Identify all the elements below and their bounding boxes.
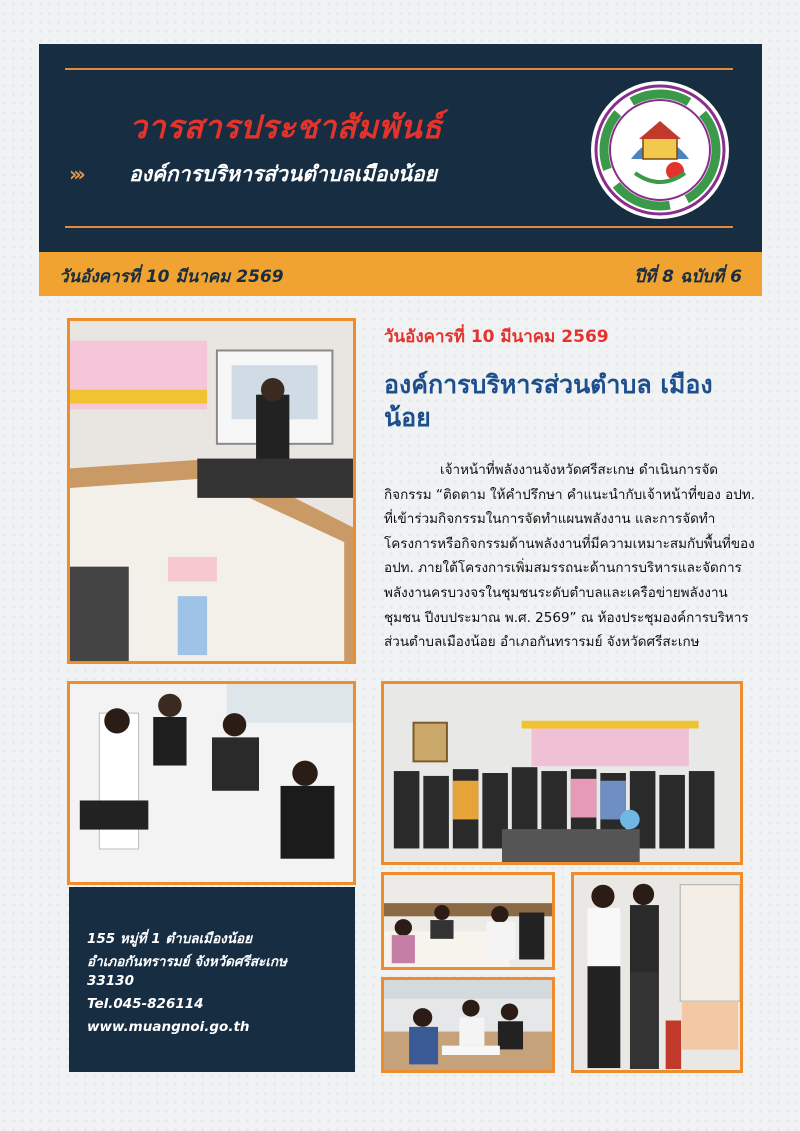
organization-name: องค์การบริหารส่วนตำบลเมืองน้อย [129,162,437,186]
article-paragraph: เจ้าหน้าที่พลังงานจังหวัดศรีสะเกษ ดำเนินการจัดกิจกรรม “ติดตาม ให้คำปรึกษา คำแนะนำกับเจ้าหน้าที่ของ อปท. ที่เข้าร่วมกิจกรรมในการจัดทำแผนพลังงาน และการจัดทำโครงการหรือกิจกรรมด้านพลังงานที่มีความเหมาะสมกับพื้นที่ของ อปท. ภายใต้โครงการเพิ่มสมรรถนะด้านการบริหารและจัดการพลังงานครบวงจรในชุมชนระดับตำบลและเครือข่ายพลังงานชุมชน ปีงบประมาณ พ.ศ. 2569” ณ ห้องประชุมองค์การบริหารส่วนตำบลเมืองน้อย อำเภอกันทรารมย์ จังหวัดศรีสะเกษ [384,462,756,651]
article-body [384,458,764,655]
issue-date: วันอังคารที่ 10 มีนาคม 2569 [59,267,284,287]
contact-block [69,887,355,1072]
presentation-photo [571,872,743,1073]
address-line-1: 155 หมู่ที่ 1 ตำบลเมืองน้อย [87,931,253,947]
chevron-icon: ››› [69,162,82,186]
issue-date-bar [39,252,762,296]
phone-number: Tel.045-826114 [87,996,204,1012]
masthead [39,44,762,252]
website-link[interactable]: www.muangnoi.go.th [87,1019,250,1035]
group-photo [381,681,743,865]
masthead-bottom-rule [65,226,733,228]
discussion-table-photo [381,977,555,1073]
workshop-table-photo [381,872,555,970]
address-line-2: อำเภอกันทรารมย์ จังหวัดศรีสะเกษ [87,954,287,970]
organization-seal-icon [591,81,729,219]
meeting-room-photo [67,318,356,664]
issue-number: ปีที่ 8 ฉบับที่ 6 [634,267,742,287]
floor-map-activity-photo [67,681,356,885]
postcode: 33130 [87,973,134,989]
article-date: วันอังคารที่ 10 มีนาคม 2569 [384,327,609,347]
newsletter-title: วารสารประชาสัมพันธ์ [129,108,443,146]
article-title: องค์การบริหารส่วนตำบล เมืองน้อย [384,370,713,432]
masthead-top-rule [65,68,733,70]
